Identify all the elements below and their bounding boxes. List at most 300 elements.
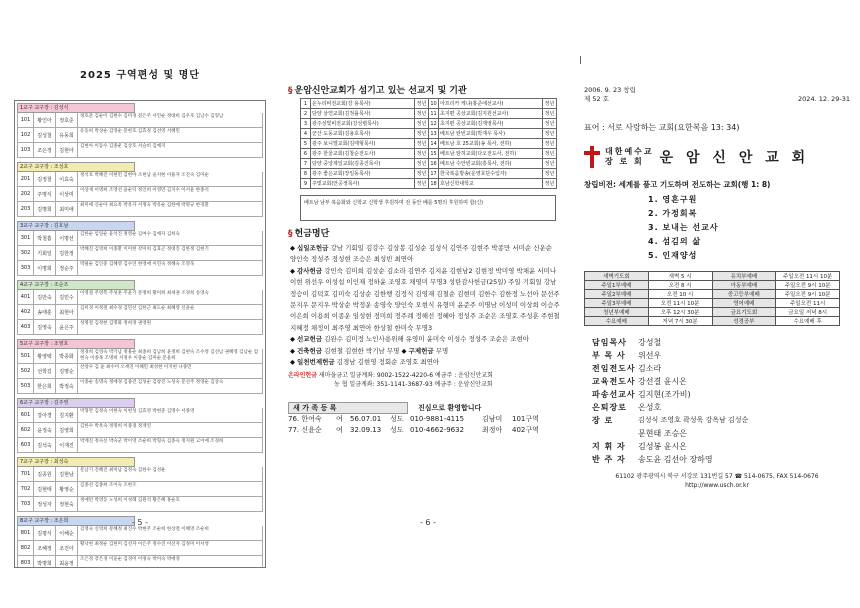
district-header: 4교구 교구장 : 조순조 (17, 280, 135, 290)
district-number: 303 (18, 261, 34, 275)
district-members: 박형만 김정숙 이현숙 이현성 김효영 박현준 김명수 서종영 (80, 409, 195, 414)
district-leader: 주명식 (34, 187, 56, 201)
district-members: 김한순 임일순 윤석진 정영순 김여수 김애자 김희숙 (80, 232, 180, 237)
schedule-row (585, 308, 840, 317)
district-leader: 김성철 (34, 128, 56, 142)
district-number: 702 (18, 482, 34, 496)
schedule-service: 수요예배 (585, 317, 649, 326)
district-number: 503 (18, 379, 34, 393)
fold-mark (580, 56, 581, 64)
schedule-time: 주일오전 11시 (776, 299, 840, 308)
mission-row (301, 99, 557, 109)
mission-number: 7 (301, 159, 311, 169)
schedule-service: 주일3부예배 (585, 299, 649, 308)
mission-name: 베트남 탄빈교회(박재우 목사) (439, 129, 543, 139)
newcomer-header: 새 가 족 등 록 (288, 402, 408, 414)
district-members: 정석호 박혜진 이현민 김현아 조현남 윤지현 이용자 조진숙 김미순 (80, 173, 209, 178)
schedule-service: 새벽기도회 (585, 272, 649, 281)
mission-status: 정년 (543, 159, 557, 169)
district-row (17, 187, 263, 202)
district-number: 801 (18, 526, 34, 540)
staff-row (592, 336, 850, 349)
newcomer-field: 76. 한여숙 (288, 415, 322, 424)
newcomer-welcome: 진심으로 환영합니다 (418, 404, 482, 413)
staff-names: 김성식 조영호 곽성욱 강옥남 김성순 (638, 416, 749, 424)
newcomer-field: 성도 (390, 426, 404, 435)
mission-number: 14 (430, 140, 437, 147)
mission-status: 정년 (415, 149, 429, 159)
schedule-service: 주일1부예배 (585, 281, 649, 290)
district-leader: 김석숙 (34, 438, 56, 452)
mission-status: 정년 (415, 129, 429, 139)
district-row (17, 172, 263, 187)
church-goals (648, 193, 850, 263)
staff-names: 강성철 (638, 338, 662, 347)
district-header: 7교구 교구장 : 최성숙 (17, 457, 135, 467)
mission-row (301, 169, 557, 179)
mission-status: 정년 (415, 99, 429, 109)
mission-number: 6 (301, 149, 311, 159)
district-number: 603 (18, 438, 34, 452)
mission-row (301, 139, 557, 149)
district-header: 8교구 교구장 : 조은희 (17, 516, 135, 526)
newcomer-row (288, 414, 566, 425)
offering-item (290, 346, 560, 357)
district-leader: 김평식 (34, 526, 56, 540)
mission-number: 9 (301, 179, 311, 189)
page-5-district-roster (14, 64, 266, 567)
mission-number: 15 (430, 150, 437, 157)
staff-row (592, 440, 850, 453)
district-subleader: 최현아 (56, 305, 78, 319)
mission-number: 3 (301, 119, 311, 129)
district-header: 2교구 교구장 : 조성호 (17, 162, 135, 172)
offering-type: 구제헌금 (408, 346, 434, 355)
mission-number: 5 (301, 139, 311, 149)
district-number: 601 (18, 408, 34, 422)
district-subleader: 김한정 (56, 246, 78, 260)
district-leader: 강아경 (34, 408, 56, 422)
district-subleader: 김명순 (56, 364, 78, 378)
mission-number: 12 (430, 120, 437, 127)
mission-status: 정년 (415, 159, 429, 169)
offering-names: 강남 기회일 김강수 김상봉 김성순 김성식 김연주 김현주 박종만 서미순 신운순 양인숙 정성주 정성현 조승은 최성빈 최연아 (290, 244, 553, 264)
address-line: 61102 광주광역시 북구 서강로 131번길 57 ☎ 514-0675, FAX 514-0676 (615, 473, 819, 480)
newcomer-field: 101구역 (512, 415, 539, 424)
staff-row (592, 388, 850, 401)
staff-role: 파송선교사 (592, 390, 636, 399)
masthead (584, 86, 850, 104)
district-subleader: 김현아 (56, 143, 78, 157)
worship-schedule (584, 271, 840, 326)
offering-type: 십일조헌금 (297, 244, 329, 252)
diamond-icon: ◆ (290, 244, 295, 252)
staff-row (592, 427, 850, 440)
mission-status: 정년 (415, 179, 429, 189)
newcomer-row (288, 425, 566, 436)
district-subleader: 박정숙 (56, 379, 78, 393)
offering-item (290, 334, 560, 345)
schedule-time: 금요일 저녁 8시 (776, 308, 840, 317)
goal-item: 1. 영혼구원 (648, 195, 698, 204)
diamond-icon: ◆ (290, 358, 295, 367)
staff-names: 온성호 (638, 403, 662, 412)
offering-item (290, 357, 560, 368)
district-leader: 윤정숙 (34, 423, 56, 437)
district-subleader: 정호준 (56, 113, 78, 127)
schedule-row (585, 299, 840, 308)
district-members: 정경희 김영숙 박기남 정용순 최종희 김남희 윤정희 김현숙 조수영 김선남 권혜영 김남순 엄현숙 이종목 조명희 서정우 이충순 김미순 문윤희 (80, 350, 259, 361)
newcomer-field: 010-4662-9632 (410, 426, 465, 435)
district-number: 501 (18, 349, 34, 363)
district-leader: 김정철 (34, 172, 56, 186)
district-leader: 김현태 (34, 482, 56, 496)
newcomer-field: 최정아 (482, 426, 503, 435)
district-row (17, 202, 263, 217)
schedule-time: 오후 12시 30분 (648, 308, 712, 317)
cross-icon (584, 146, 600, 168)
district-title: 2025 구역편성 및 명단 (80, 70, 200, 81)
district-leader: 황인아 (34, 113, 56, 127)
district-number: 802 (18, 541, 34, 555)
mission-status: 정년 (543, 139, 557, 149)
district-subleader: 김지환 (56, 408, 78, 422)
schedule-time: 주일오전 9시 10분 (776, 290, 840, 299)
district-subleader: 유동희 (56, 128, 78, 142)
schedule-row (585, 317, 840, 326)
mission-name: 초지편 공상교회(김지원선교사) (439, 109, 543, 119)
district-subleader: 김현남 (56, 467, 78, 481)
mission-number: 1 (301, 99, 311, 109)
district-row (17, 541, 263, 556)
district-row (17, 246, 263, 261)
staff-row (592, 414, 850, 427)
district-leader: 김영숙 (34, 320, 56, 334)
district-row (17, 497, 263, 512)
mission-number: 13 (430, 130, 437, 137)
mission-name: 한국복음방송(운영호단수입자) (439, 169, 543, 179)
issue-number: 제 52 호 (584, 95, 609, 103)
district-row (17, 526, 263, 541)
schedule-time: 저녁 7시 30분 (648, 317, 712, 326)
staff-row (592, 401, 850, 414)
district-number: 502 (18, 364, 34, 378)
staff-role: 은퇴장로 (592, 403, 627, 412)
staff-role: 전임전도사 (592, 364, 636, 373)
district-leader: 박명희 (34, 556, 56, 568)
mission-number: 18 (430, 180, 437, 187)
mission-number: 8 (301, 169, 311, 179)
schedule-service: 청년부예배 (585, 308, 649, 317)
district-block (17, 162, 263, 217)
mission-row (301, 149, 557, 159)
newcomer-field: 77. 신윤순 (288, 426, 322, 435)
schedule-row (585, 281, 840, 290)
district-members: 선창수 김 윤 최수미 오세연 이해민 최성현 이지현 나종민 (80, 365, 192, 370)
online-offering (288, 371, 566, 389)
offering-item (290, 266, 560, 334)
mission-name: 광주 보니엘교회(김태형목사) (311, 139, 415, 149)
district-leader: 김만숙 (34, 290, 56, 304)
schedule-time: 수요예배 후 (776, 317, 840, 326)
district-row (17, 364, 263, 379)
district-leader: 선학길 (34, 364, 56, 378)
district-number: 403 (18, 320, 34, 334)
district-row (17, 305, 263, 320)
district-number: 202 (18, 187, 34, 201)
district-subleader: 이상미 (56, 187, 78, 201)
staff-names: 송도윤 김선아 장하영 (638, 455, 713, 464)
mission-row (301, 119, 557, 129)
schedule-service: 금요기도회 (712, 308, 776, 317)
staff-row (592, 375, 850, 388)
schedule-time: 오전 8 시 (648, 281, 712, 290)
district-members: 문남기 진혜진 최미남 김정숙 김한수 김성운 (80, 468, 166, 473)
diamond-icon: ◆ (290, 346, 295, 355)
schedule-service: 영어예배 (712, 299, 776, 308)
district-subleader: 황영순 (56, 482, 78, 496)
mission-status: 정년 (415, 119, 429, 129)
mission-name: 광주 한울교회(김창순전도사) (311, 149, 415, 159)
founding-vision: 창립비전: 세계를 품고 기도하며 전도하는 교회(행 1: 8) (584, 180, 771, 189)
district-members: 김현아 이동수 김종운 김상호 서슬비 김예지 (80, 144, 166, 149)
district-subleader: 이효숙 (56, 172, 78, 186)
goal-item: 4. 섬김의 삶 (648, 237, 702, 246)
staff-names: 위선우 (638, 351, 662, 360)
newcomer-field: 여 (336, 415, 343, 424)
mission-name: 베트남 수안빈교회(흥목사, 전하) (439, 159, 543, 169)
mission-name: 온누리비전교회(강 용목사) (311, 99, 415, 109)
account-2: 농 협 일금계좌: 351-1141-3687-93 예금주 : 운암신안교회 (334, 381, 493, 389)
mission-name: 광주 좋은교회(장일동목사) (311, 169, 415, 179)
district-row (17, 482, 263, 497)
district-subleader: 이명선 (56, 231, 78, 245)
newcomer-field: 402구역 (512, 426, 539, 435)
district-number: 701 (18, 467, 34, 481)
district-number: 101 (18, 113, 34, 127)
staff-role: 장 로 (592, 416, 614, 425)
online-offering-label: 온라인헌금 (288, 372, 317, 380)
goal-item: 5. 인재양성 (648, 251, 698, 260)
offering-names: 김경남 김현영 정회순 조영호 최연아 (334, 358, 440, 367)
offering-type: 선교헌금 (297, 335, 323, 344)
church-name: 운 암 신 안 교 회 (659, 150, 810, 166)
district-number: 103 (18, 143, 34, 157)
district-header: 3교구 교구장 : 김호남 (17, 221, 135, 231)
district-row (17, 320, 263, 335)
mission-number: 16 (430, 160, 437, 167)
district-subleader: 이해순 (56, 526, 78, 540)
mission-status: 정년 (543, 109, 557, 119)
staff-role: 반 주 자 (592, 455, 626, 464)
district-leader: 기회일 (34, 246, 56, 260)
district-subleader: 김민수 (56, 290, 78, 304)
mission-name: 담양 삼연교회(김정률목사) (311, 109, 415, 119)
staff-row (592, 453, 850, 466)
district-row (17, 261, 263, 276)
schedule-service: 주일2부예배 (585, 290, 649, 299)
diamond-icon: ◆ (399, 346, 407, 355)
mission-name: 군산 도동교회(김용호목사) (311, 129, 415, 139)
mission-status: 정년 (415, 109, 429, 119)
district-members: 김미경 이정철 최수경 김민선 김한근 최도순 최혜영 신윤순 (80, 306, 195, 311)
district-block (17, 457, 263, 512)
denomination (605, 147, 654, 167)
district-members: 정예빈 박영동 노성희 이성례 김원석 황은혜 홍순호 (80, 498, 180, 503)
district-members: 최미애 신순아 최요옥 박옥자 서정숙 박유순 김한예 박명규 한경환 (80, 203, 209, 208)
mission-name: 초지편 공상교회(김재영목사) (439, 119, 543, 129)
district-row (17, 113, 263, 128)
district-subleader: 박종화 (56, 349, 78, 363)
mission-note: 베트남 남부 복음화와 신학교 신학생 후원하며 전 동안 베를 5명의 후원하며 함(신) (300, 195, 556, 221)
district-members: 이상재 이명희 조영선 윤순덕 정인희 이영민 김지수 이서윤 한종석 (80, 188, 209, 193)
district-members: 조은정 강은경 이윤순 김경미 이정숙 박미숙 박애경 (80, 557, 180, 562)
district-subleader: 최윤정 (56, 556, 78, 568)
district-row (17, 349, 263, 364)
mission-status: 정년 (543, 149, 557, 159)
staff-row (592, 349, 850, 362)
mission-number: 11 (430, 110, 437, 117)
district-subleader: 윤은주 (56, 320, 78, 334)
schedule-time: 주일오전 9시 10분 (776, 281, 840, 290)
page-number-5: - 5 - (132, 518, 148, 527)
schedule-time: 새벽 5 시 (648, 272, 712, 281)
district-row (17, 438, 263, 453)
mission-row (301, 129, 557, 139)
newcomer-field: 여 (336, 426, 343, 435)
offering-title: § 헌금명단 (288, 229, 330, 239)
schedule-service: 유치부예배 (712, 272, 776, 281)
district-number: 602 (18, 423, 34, 437)
diamond-icon: ◆ (290, 266, 295, 275)
staff-role: 부 목 사 (592, 351, 626, 360)
mission-status: 정년 (415, 139, 429, 149)
newcomer-section (288, 395, 566, 436)
offering-names: 김완수 김미정 노인사용위해 유영미 윤미숙 이성수 정성주 조순은 조현아 (322, 335, 530, 344)
district-row (17, 556, 263, 568)
staff-list (592, 336, 850, 466)
district-members: 김영숙 신영희 문혜정 최진수 박현주 조순희 한상철 이혜영 조순희 (80, 527, 209, 532)
district-subleader: 이재진 (56, 438, 78, 452)
offering-type: 감사헌금 (297, 266, 323, 275)
page-number-6: - 6 - (420, 518, 436, 527)
mission-name: 베트남 호 25교회(송 목사, 전하) (439, 139, 543, 149)
staff-row (592, 362, 850, 375)
district-block (17, 103, 263, 158)
district-block (17, 398, 263, 453)
district-members: 황낙현 최정순 김현미 김선자 이은주 정수진 이선자 김정미 이서영 (80, 542, 209, 547)
district-number: 401 (18, 290, 34, 304)
schedule-time: 오전 11시 10분 (648, 299, 712, 308)
account-1: 새마을금고 일금계좌: 9002-1522-4220-6 예금주 : 운암신안교회 (318, 372, 493, 380)
section-mark-icon: § (288, 229, 293, 239)
mission-number: 10 (430, 100, 437, 107)
district-leader: 김명희 (34, 202, 56, 216)
mission-status: 정년 (415, 169, 429, 179)
district-members: 박혜진 김영희 이종환 이미현 강미희 김효곤 정대진 김한정 김현기 (80, 247, 209, 252)
mission-name: 베트남 탄허교회(다오전도사, 전하) (439, 149, 543, 159)
district-row (17, 423, 263, 438)
offering-type: 일천번제헌금 (297, 358, 335, 367)
schedule-time: 주일오전 11시 10분 (776, 272, 840, 281)
district-row (17, 408, 263, 423)
founded-date: 2006. 9. 23 창립 (584, 86, 636, 94)
schedule-service: 아동부예배 (712, 281, 776, 290)
district-members: 김종선 김종희 조이숙 조현조 (80, 483, 137, 488)
mission-name: 호남신학대학교 (439, 179, 543, 189)
newcomer-field: 김남미 (482, 415, 503, 424)
page-6-missions-offerings (288, 84, 566, 436)
mission-name: 광주성빛비전교회(강성렬목사) (311, 119, 415, 129)
schedule-service: 성경공부 (712, 317, 776, 326)
newcomer-field: 010-9881-4115 (410, 415, 465, 424)
district-leader: 송태훈 (34, 305, 56, 319)
district-number: 102 (18, 128, 34, 142)
website-link[interactable]: http://www.usch.or.kr (685, 482, 749, 489)
district-leader: 한은희 (34, 379, 56, 393)
district-header: 6교구 교구장 : 김주영 (17, 398, 135, 408)
staff-role: 교육전도사 (592, 377, 636, 386)
district-list (14, 100, 266, 568)
district-members: 김한수 박옥숙 정명희 이종경 정재연 (80, 424, 151, 429)
district-leader: 조은정 (34, 143, 56, 157)
mission-status: 정년 (543, 99, 557, 109)
diamond-icon: ◆ (290, 335, 295, 344)
schedule-row (585, 290, 840, 299)
district-block (17, 339, 263, 394)
district-leader: 조혜정 (34, 541, 56, 555)
mission-status: 정년 (543, 169, 557, 179)
district-header: 5교구 교구장 : 조영호 (17, 339, 135, 349)
district-number: 803 (18, 556, 34, 568)
district-leader: 박철흠 (34, 231, 56, 245)
church-logo-row (584, 143, 850, 171)
district-members: 유동희 박상순 김영순 문현호 김효정 김선영 서혜민 (80, 129, 180, 134)
district-row (17, 231, 263, 246)
church-motto: 표어 : 서로 사랑하는 교회(요한복음 13: 34) (584, 123, 740, 132)
district-leader: 김종원 (34, 467, 56, 481)
staff-role: 담임목사 (592, 338, 627, 347)
newcomer-field: 성도 (390, 415, 404, 424)
mission-row (301, 109, 557, 119)
missions-title: § 운암신안교회가 섬기고 있는 선교지 및 기관 (288, 86, 467, 96)
district-members: 정호준 김순이 김현수 김미경 전은주 서민순 정대희 김우호 김남수 김형남 (80, 114, 224, 119)
goal-item: 3. 보내는 선교사 (648, 223, 719, 232)
page-7-cover (584, 86, 850, 526)
denomination-line-2: 장 로 회 (605, 157, 644, 166)
goal-item: 2. 가정회복 (648, 209, 698, 218)
district-block (17, 221, 263, 276)
issue-date: 2024. 12. 29-31 (798, 95, 850, 103)
mission-number: 4 (301, 129, 311, 139)
mission-status: 정년 (543, 129, 557, 139)
district-subleader: 정순주 (56, 261, 78, 275)
mission-name: 아프리카 케냐(홍준애선교사) (439, 99, 543, 109)
staff-role (592, 427, 638, 440)
newcomer-field: 56.07.01 (350, 415, 382, 424)
district-block (17, 280, 263, 335)
newcomer-rows (288, 414, 566, 436)
staff-names: 김성봉 윤시온 (638, 442, 687, 451)
district-row (17, 143, 263, 158)
district-number: 402 (18, 305, 34, 319)
district-number: 203 (18, 202, 34, 216)
mission-number: 2 (301, 109, 311, 119)
mission-row (301, 179, 557, 189)
district-subleader: 최미애 (56, 202, 78, 216)
district-members: 박필순 김인중 김혜영 김수연 한영애 이민숙 정혜숙 조영욱 (80, 262, 195, 267)
mission-status: 정년 (543, 179, 557, 189)
